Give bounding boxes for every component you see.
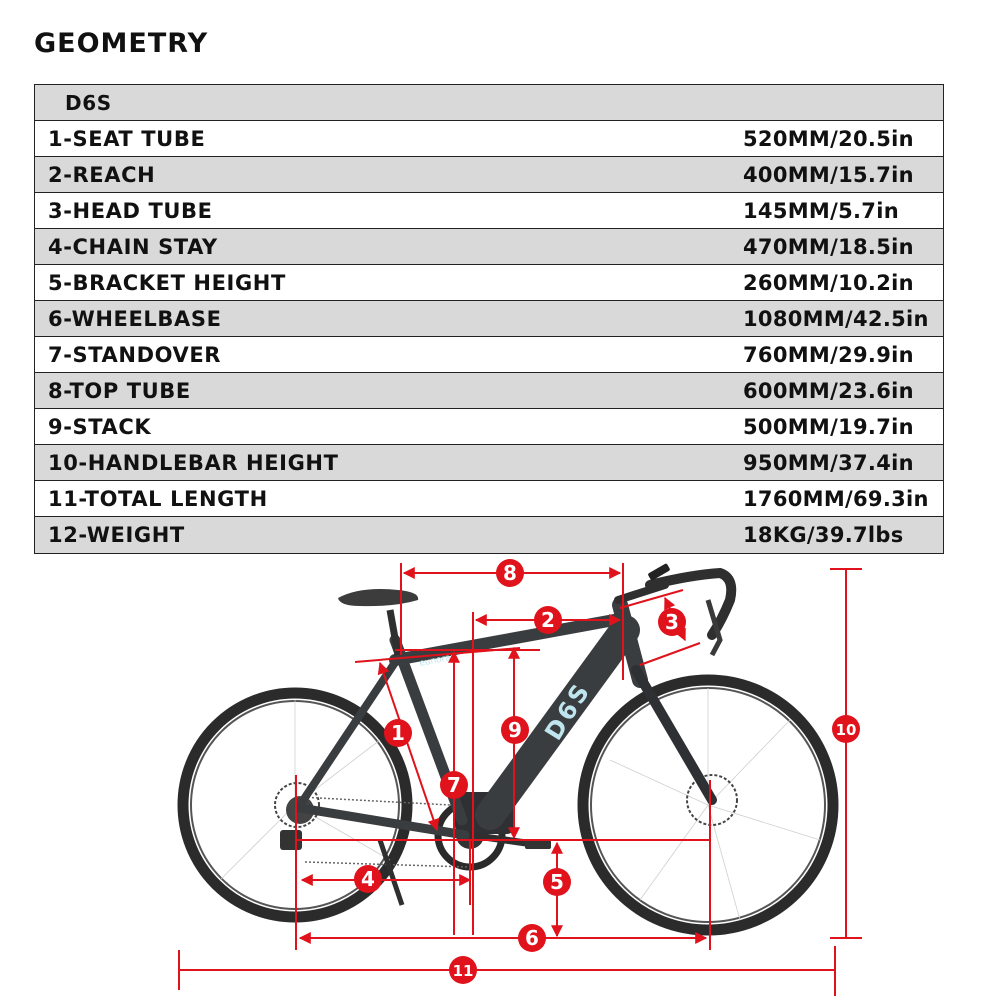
- model-name: D6S: [65, 90, 112, 115]
- frame-model-text: D6S: [539, 676, 597, 746]
- table-row: [35, 337, 943, 373]
- table-row: [35, 517, 943, 553]
- table-row: [35, 229, 943, 265]
- spec-label: 4-CHAIN STAY: [48, 234, 218, 259]
- marker-3: [658, 608, 686, 636]
- table-row: [35, 373, 943, 409]
- spec-value: 18KG/39.7lbs: [743, 523, 904, 547]
- spec-value: 1760MM/69.3in: [743, 486, 929, 511]
- marker-4: [354, 865, 382, 893]
- spec-value: 500MM/19.7in: [743, 414, 914, 439]
- marker-8: [496, 559, 524, 587]
- svg-text:11: 11: [452, 962, 474, 980]
- marker-10: [832, 715, 860, 743]
- spec-value: 600MM/23.6in: [743, 378, 914, 403]
- svg-text:10: 10: [835, 721, 857, 739]
- table-row: [35, 121, 943, 157]
- spec-value: 470MM/18.5in: [743, 234, 914, 259]
- spec-label: 2-REACH: [48, 162, 156, 187]
- spec-label: 3-HEAD TUBE: [48, 198, 213, 223]
- spec-value: 260MM/10.2in: [743, 270, 914, 295]
- geometry-table: [34, 84, 944, 554]
- svg-text:9: 9: [508, 718, 522, 742]
- spec-label: 1-SEAT TUBE: [48, 126, 206, 151]
- spec-value: 950MM/37.4in: [743, 450, 914, 475]
- page-title: GEOMETRY: [34, 28, 209, 59]
- marker-9: [501, 716, 529, 744]
- svg-text:6: 6: [525, 926, 539, 950]
- spec-label: 5-BRACKET HEIGHT: [48, 270, 286, 295]
- bike-geometry-diagram: [0, 555, 1000, 1000]
- spec-label: 6-WHEELBASE: [48, 306, 222, 331]
- table-row: [35, 265, 943, 301]
- svg-text:7: 7: [447, 773, 461, 797]
- table-row: [35, 301, 943, 337]
- svg-text:8: 8: [503, 561, 517, 585]
- marker-2: [534, 606, 562, 634]
- spec-value: 760MM/29.9in: [743, 342, 914, 367]
- table-row: [35, 409, 943, 445]
- marker-5: [543, 868, 571, 896]
- marker-11: [449, 956, 477, 984]
- spec-label: 10-HANDLEBAR HEIGHT: [48, 450, 339, 475]
- svg-text:4: 4: [361, 867, 375, 891]
- bicycle: [183, 563, 833, 930]
- table-row: [35, 445, 943, 481]
- frame-brand-text: eunorau: [418, 651, 458, 669]
- table-row: [35, 157, 943, 193]
- spec-value: 400MM/15.7in: [743, 162, 914, 187]
- spec-label: 7-STANDOVER: [48, 342, 222, 367]
- svg-text:1: 1: [391, 721, 405, 745]
- marker-1: [384, 719, 412, 747]
- svg-text:3: 3: [665, 610, 679, 634]
- spec-label: 9-STACK: [48, 414, 152, 439]
- spec-value: 145MM/5.7in: [743, 198, 899, 223]
- marker-7: [440, 771, 468, 799]
- table-row: [35, 193, 943, 229]
- spec-label: 11-TOTAL LENGTH: [48, 486, 268, 511]
- spec-label: 8-TOP TUBE: [48, 378, 191, 403]
- svg-text:2: 2: [541, 608, 555, 632]
- table-row: [35, 481, 943, 517]
- svg-text:5: 5: [550, 870, 564, 894]
- spec-value: 520MM/20.5in: [743, 126, 914, 151]
- marker-6: [518, 924, 546, 952]
- spec-value: 1080MM/42.5in: [743, 306, 929, 331]
- table-header-row: [35, 85, 943, 121]
- saddle: [338, 589, 418, 606]
- spec-label: 12-WEIGHT: [48, 523, 185, 547]
